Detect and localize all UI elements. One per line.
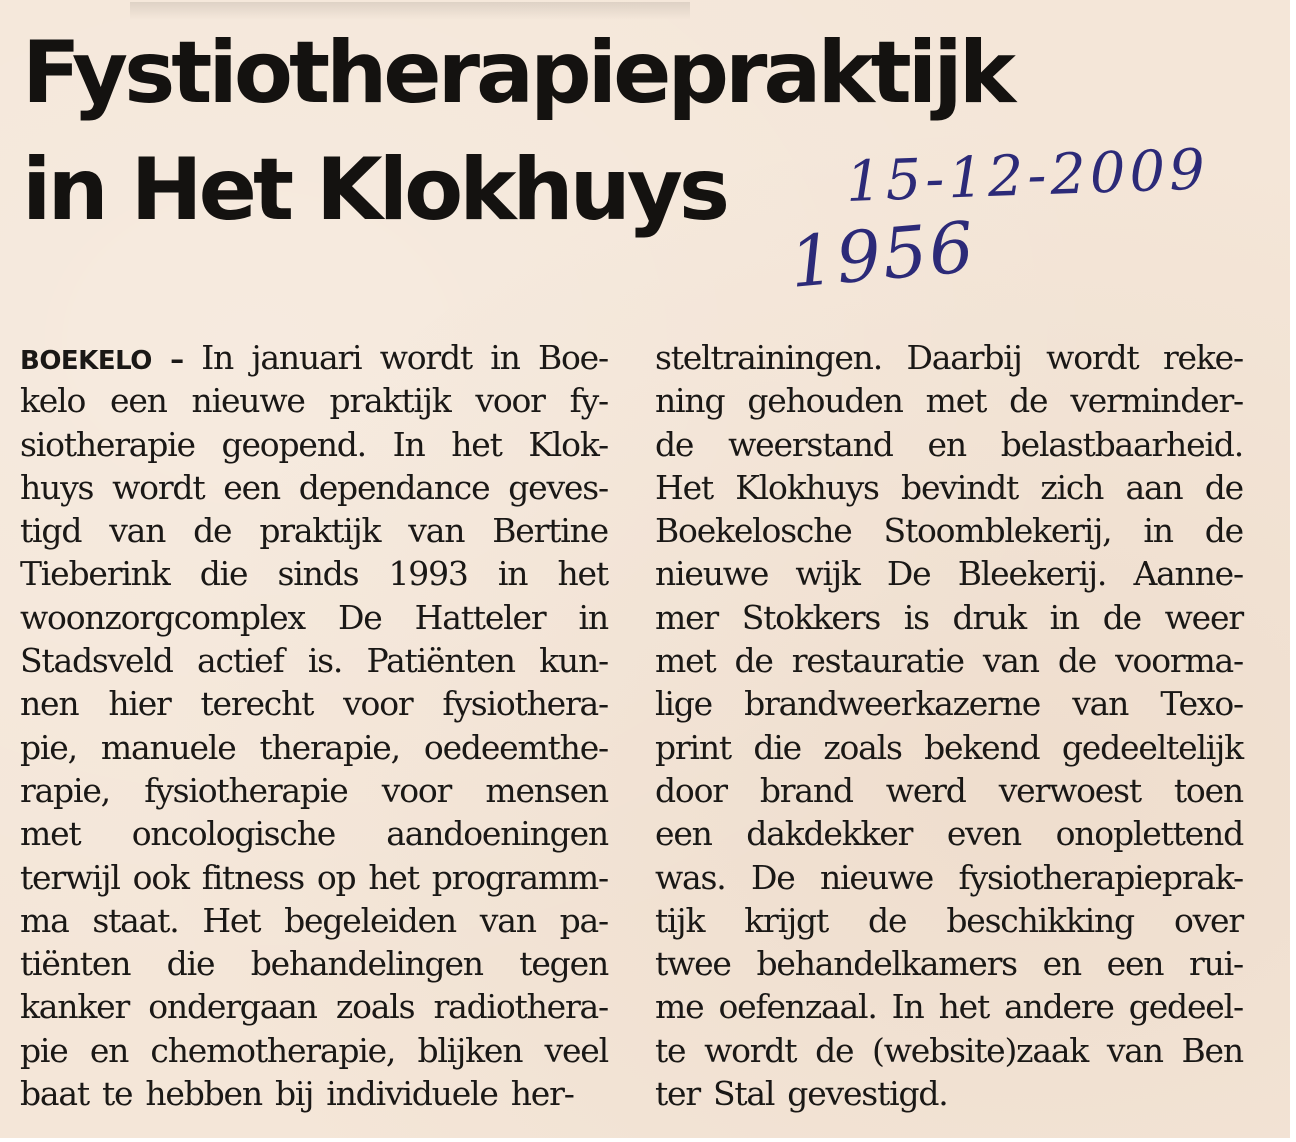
word: twee — [655, 944, 731, 984]
word: ning — [655, 381, 725, 421]
word: brand — [759, 770, 853, 810]
word: pa- — [559, 900, 608, 940]
word: kelo — [20, 381, 86, 421]
word: Ben — [1181, 1030, 1243, 1070]
text-line — [20, 468, 608, 511]
word: pie, — [20, 727, 77, 767]
text-line — [20, 1031, 608, 1074]
word: voor — [381, 770, 452, 810]
word: individuele — [326, 1074, 498, 1114]
word: ma — [20, 900, 69, 940]
word: In — [201, 338, 234, 377]
text-line — [655, 684, 1243, 727]
word: wordt — [1046, 338, 1139, 377]
word: De — [750, 857, 795, 897]
word: een — [655, 814, 712, 854]
word: aandoeningen — [386, 814, 608, 854]
word: dependance — [298, 467, 490, 507]
word: Bleekerij. — [957, 554, 1107, 594]
scan-margin — [1290, 0, 1296, 1142]
word: programm- — [431, 857, 608, 897]
word: actief — [196, 641, 284, 681]
word: manuele — [100, 727, 236, 767]
text-line — [20, 381, 608, 424]
word: In — [891, 987, 924, 1027]
text-line — [655, 425, 1243, 468]
word: van — [1072, 684, 1129, 724]
word: 1993 — [388, 554, 468, 594]
text-line — [20, 641, 608, 684]
word: gedeel- — [1128, 987, 1243, 1027]
word: met — [655, 641, 716, 681]
word: oefenzaal. — [718, 987, 877, 1027]
word: Boekelosche — [655, 511, 852, 551]
word: (website)zaak — [872, 1030, 1089, 1070]
text-line — [655, 338, 1243, 381]
text-line — [20, 554, 608, 597]
word: door — [655, 770, 727, 810]
text-line — [655, 511, 1243, 554]
word: nen — [20, 684, 79, 724]
word: ook — [132, 857, 189, 897]
word: voor — [475, 381, 545, 421]
word: lige — [655, 684, 712, 724]
word: Tieberink — [20, 554, 170, 594]
word: tiënten — [20, 944, 131, 984]
word: gehouden — [747, 381, 903, 421]
dateline: BOEKELO — [20, 346, 152, 376]
word: baat — [20, 1074, 89, 1114]
word: In — [392, 424, 425, 464]
handwritten-year: 1956 — [786, 205, 980, 304]
article-column-right — [655, 338, 1243, 1117]
text-line — [655, 641, 1243, 684]
word: de — [1204, 467, 1243, 507]
word: nieuwe — [655, 554, 769, 594]
word: begeleiden — [284, 900, 456, 940]
word: de — [1009, 381, 1048, 421]
word: beschikking — [946, 900, 1134, 940]
word: verminder- — [1070, 381, 1243, 421]
word: druk — [952, 597, 1026, 637]
word: de — [193, 511, 232, 551]
word: tegen — [519, 944, 608, 984]
word: een — [109, 381, 167, 421]
word: en — [1042, 944, 1081, 984]
word: Het — [655, 467, 713, 507]
word: zich — [1040, 467, 1104, 507]
word: ondergaan — [148, 987, 317, 1027]
word: fysiothera- — [442, 684, 608, 724]
word: Daarbij — [906, 338, 1022, 377]
word: een — [223, 467, 280, 507]
word: her- — [510, 1074, 574, 1114]
text-line — [655, 771, 1243, 814]
word: wijk — [795, 554, 860, 594]
text-line — [655, 728, 1243, 771]
word: in — [578, 597, 608, 637]
word: een — [1106, 944, 1164, 984]
text-line — [655, 987, 1243, 1030]
word: bevindt — [901, 467, 1019, 507]
word: het — [938, 987, 990, 1027]
word: verwoest — [998, 770, 1141, 810]
text-line — [20, 1074, 608, 1117]
word: Stokkers — [741, 597, 881, 637]
text-line — [655, 554, 1243, 597]
word: reke- — [1162, 338, 1243, 377]
text-line — [20, 814, 608, 857]
text-line — [655, 468, 1243, 511]
word: gedeeltelijk — [1061, 727, 1243, 767]
word: voorma- — [1115, 641, 1243, 681]
word: aan — [1125, 467, 1183, 507]
word: met — [20, 814, 81, 854]
word: brandweerkazerne — [744, 684, 1041, 724]
word: voor — [343, 684, 413, 724]
word: Boe- — [537, 338, 608, 377]
word: nieuwe — [191, 381, 305, 421]
word: Stoomblekerij, — [883, 511, 1112, 551]
word: fysiotherapie — [144, 770, 348, 810]
word: mensen — [485, 770, 608, 810]
word: weerstand — [728, 424, 893, 464]
headline-line-2: in Het Klokhuys — [22, 140, 727, 240]
word: veel — [544, 1030, 608, 1070]
word: sinds — [277, 554, 359, 594]
word: Aanne- — [1133, 554, 1243, 594]
word: onoplettend — [1055, 814, 1243, 854]
text-line — [20, 425, 608, 468]
word: behandelkamers — [756, 944, 1017, 984]
word: Stal — [712, 1074, 775, 1114]
word: te — [101, 1074, 133, 1114]
headline-line-1: Fystiotherapiepraktijk — [22, 23, 1012, 123]
text-line — [20, 944, 608, 987]
text-line — [20, 901, 608, 944]
word: chemotherapie, — [150, 1030, 396, 1070]
word: zoals — [823, 727, 902, 767]
word: belastbaarheid. — [1000, 424, 1243, 464]
article-column-left — [20, 338, 608, 1117]
word: blijken — [417, 1030, 523, 1070]
word: kun- — [539, 641, 608, 681]
word: nieuwe — [819, 857, 934, 897]
word: rapie, — [20, 770, 110, 810]
word: Texo- — [1160, 684, 1243, 724]
word: even — [946, 814, 1021, 854]
text-line — [20, 598, 608, 641]
word: fitness — [201, 857, 304, 897]
word: is — [903, 597, 929, 637]
text-line — [20, 684, 608, 727]
word: terecht — [200, 684, 314, 724]
word: Bertine — [492, 511, 608, 551]
word: oncologische — [131, 814, 336, 854]
text-line — [655, 1031, 1243, 1074]
word: de — [1204, 511, 1243, 551]
word: kanker — [20, 987, 130, 1027]
word: mer — [655, 597, 718, 637]
torn-edge-shadow — [130, 2, 690, 20]
word: steltrainingen. — [655, 338, 883, 377]
word: het — [451, 424, 502, 464]
word: weer — [1164, 597, 1243, 637]
word: gevestigd. — [787, 1074, 948, 1114]
word: met — [925, 381, 987, 421]
word: tijk — [655, 900, 705, 940]
text-line — [655, 1074, 1243, 1117]
word: de — [1057, 641, 1097, 681]
word: wordt — [112, 467, 205, 507]
word: van — [109, 511, 166, 551]
text-line — [655, 858, 1243, 901]
word: op — [316, 857, 356, 897]
word: van — [1106, 1030, 1163, 1070]
word: De — [337, 597, 382, 637]
word: andere — [1004, 987, 1114, 1027]
word: de — [734, 641, 773, 681]
dateline-dash: – — [170, 343, 183, 376]
word: in — [1143, 511, 1173, 551]
word: was. — [655, 857, 726, 897]
word: behandelingen — [250, 944, 483, 984]
word: in — [1049, 597, 1079, 637]
word: ter — [655, 1074, 700, 1114]
text-line — [20, 728, 608, 771]
word: Klokhuys — [735, 467, 879, 507]
word: in — [497, 554, 528, 594]
word: terwijl — [20, 857, 120, 897]
text-line — [655, 598, 1243, 641]
word: De — [886, 554, 931, 594]
word: die — [753, 727, 801, 767]
word: de — [1102, 597, 1141, 637]
word: in — [490, 338, 520, 377]
word: geopend. — [221, 424, 366, 464]
word: Het — [202, 900, 261, 940]
word: de — [655, 424, 694, 464]
word: werd — [885, 770, 966, 810]
text-line — [20, 771, 608, 814]
word: fysiotherapieprak- — [958, 857, 1243, 897]
word: van — [479, 900, 536, 940]
word: te — [655, 1030, 686, 1070]
word: oedeemthe- — [423, 727, 608, 767]
word: januari — [251, 338, 362, 377]
word: hier — [108, 684, 171, 724]
word: tigd — [20, 511, 82, 551]
word: praktijk — [329, 381, 451, 421]
word: huys — [20, 467, 94, 507]
word: bij — [274, 1074, 314, 1114]
word: het — [557, 554, 608, 594]
word: hebben — [145, 1074, 262, 1114]
word: print — [655, 727, 731, 767]
text-line — [20, 338, 608, 381]
word: wordt — [704, 1030, 797, 1070]
text-line — [20, 511, 608, 554]
word: geves- — [508, 467, 608, 507]
word: Hatteler — [414, 597, 546, 637]
word: over — [1173, 900, 1243, 940]
word: siotherapie — [20, 424, 195, 464]
text-line — [20, 858, 608, 901]
word: rui- — [1189, 944, 1243, 984]
text-line — [655, 944, 1243, 987]
word: en — [927, 424, 966, 464]
word: Patiënten — [366, 641, 515, 681]
text-line — [20, 987, 608, 1030]
word: toen — [1173, 770, 1243, 810]
word: therapie, — [259, 727, 400, 767]
word: staat. — [92, 900, 179, 940]
word: bekend — [924, 727, 1040, 767]
word: wordt — [379, 338, 472, 377]
word: krijgt — [744, 900, 829, 940]
word: Klok- — [528, 424, 608, 464]
text-line — [655, 901, 1243, 944]
word: fy- — [569, 381, 608, 421]
word: restauratie — [791, 641, 964, 681]
word: praktijk — [259, 511, 381, 551]
word: is. — [307, 641, 343, 681]
word: pie — [20, 1030, 68, 1070]
word: zoals — [335, 987, 415, 1027]
word: de — [868, 900, 907, 940]
word: het — [368, 857, 419, 897]
handwritten-date: 15-12-2009 — [844, 137, 1210, 215]
text-line — [655, 814, 1243, 857]
word: van — [982, 641, 1039, 681]
word: de — [815, 1030, 854, 1070]
word: van — [408, 511, 465, 551]
word: radiothera- — [433, 987, 608, 1027]
text-line — [655, 381, 1243, 424]
word: dakdekker — [746, 814, 913, 854]
word: die — [166, 944, 215, 984]
word: Stadsveld — [20, 641, 173, 681]
word: woonzorgcomplex — [20, 597, 305, 637]
word: en — [89, 1030, 129, 1070]
word: die — [199, 554, 248, 594]
word: me — [655, 987, 704, 1027]
